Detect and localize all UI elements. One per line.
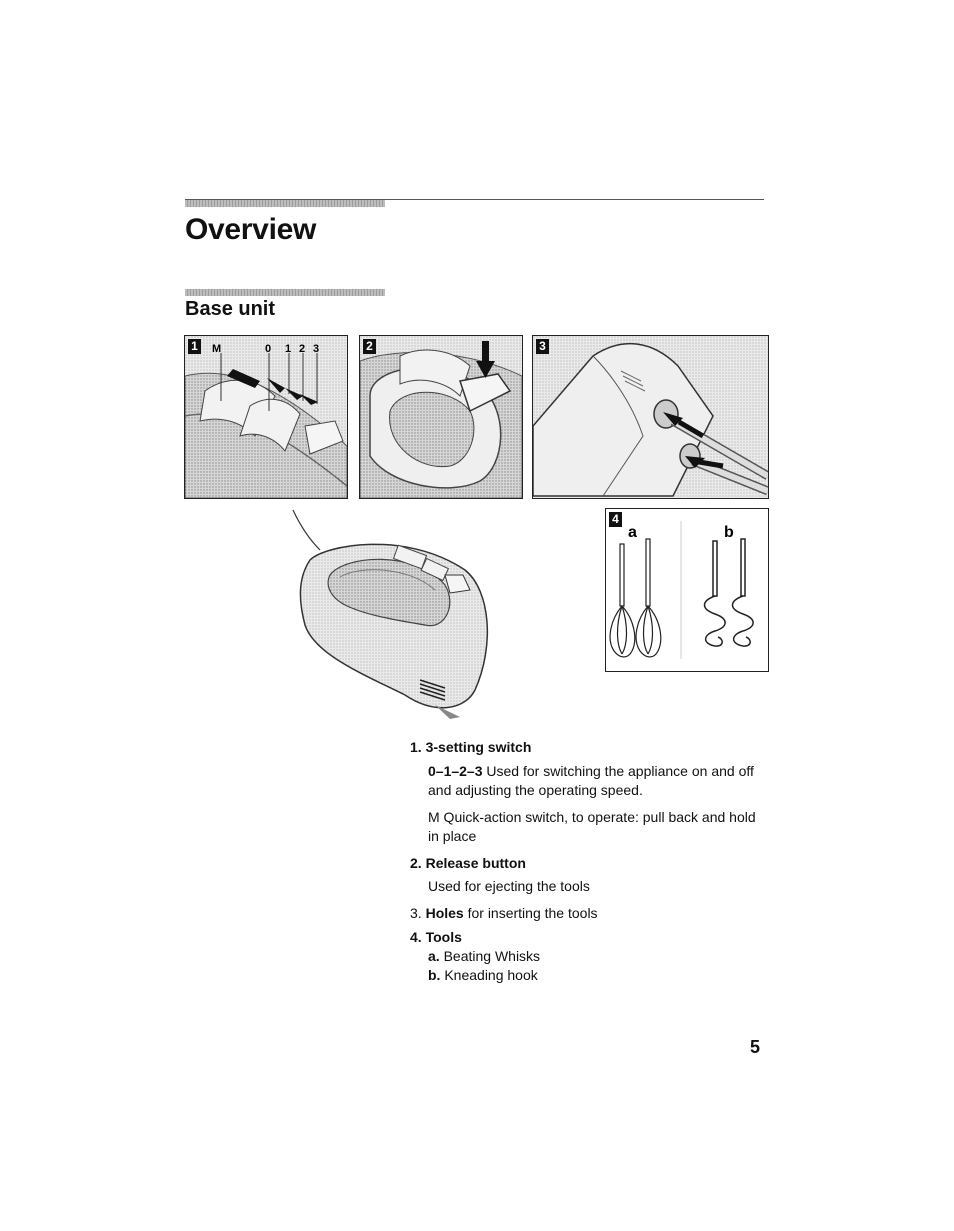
figure-1-switch xyxy=(184,335,348,499)
item-1-m-description: M Quick-action switch, to operate: pull back and hold in place xyxy=(428,809,756,844)
item-heading: 3-setting switch xyxy=(425,739,532,755)
item-3-description: for inserting the tools xyxy=(463,905,598,921)
list-item xyxy=(410,738,770,757)
list-item xyxy=(410,904,770,923)
figure-4-badge: 4 xyxy=(609,512,622,527)
figure-4-illustration xyxy=(606,509,768,671)
item-2-description: Used for ejecting the tools xyxy=(428,878,590,894)
item-heading: Release button xyxy=(425,855,526,871)
tool-label-a: a xyxy=(628,524,637,541)
figure-4-tools xyxy=(605,508,769,672)
switch-label-1: 1 xyxy=(285,343,292,355)
item-number: 4. xyxy=(410,929,422,945)
list-item xyxy=(410,928,770,947)
item-number: 2. xyxy=(410,855,422,871)
section-rule-bar xyxy=(185,289,385,296)
figure-2-badge: 2 xyxy=(363,339,376,354)
item-number: 3. xyxy=(410,905,422,921)
figure-2-illustration xyxy=(360,336,522,498)
parts-list xyxy=(410,738,770,985)
figure-1-illustration xyxy=(185,336,347,498)
header-rule-bar xyxy=(185,200,385,207)
page-title: Overview xyxy=(185,213,317,246)
figure-3-holes xyxy=(532,335,769,499)
switch-label-0: 0 xyxy=(265,343,272,355)
beating-whisk-icon xyxy=(610,539,661,657)
switch-label-m: M xyxy=(212,343,222,355)
section-title: Base unit xyxy=(185,298,276,320)
figure-3-badge: 3 xyxy=(536,339,549,354)
tool-a-description: a. Beating Whisks xyxy=(428,948,541,964)
item-number: 1. xyxy=(410,739,422,755)
list-item xyxy=(410,854,770,873)
item-heading: Holes xyxy=(425,905,464,921)
kneading-hook-icon xyxy=(705,539,754,646)
switch-label-3: 3 xyxy=(313,343,320,355)
page-number: 5 xyxy=(750,1037,761,1057)
item-1-description: 0–1–2–3 Used for switching the appliance on and off and adjusting the operating speed. xyxy=(428,763,754,798)
switch-label-2: 2 xyxy=(299,343,306,355)
mixer-illustration xyxy=(285,505,495,720)
tool-label-b: b xyxy=(724,524,734,541)
figure-3-illustration xyxy=(533,336,768,498)
item-heading: Tools xyxy=(425,929,462,945)
figure-1-badge: 1 xyxy=(188,339,201,354)
tool-b-description: b. Kneading hook xyxy=(428,967,538,983)
figure-2-release-button xyxy=(359,335,523,499)
